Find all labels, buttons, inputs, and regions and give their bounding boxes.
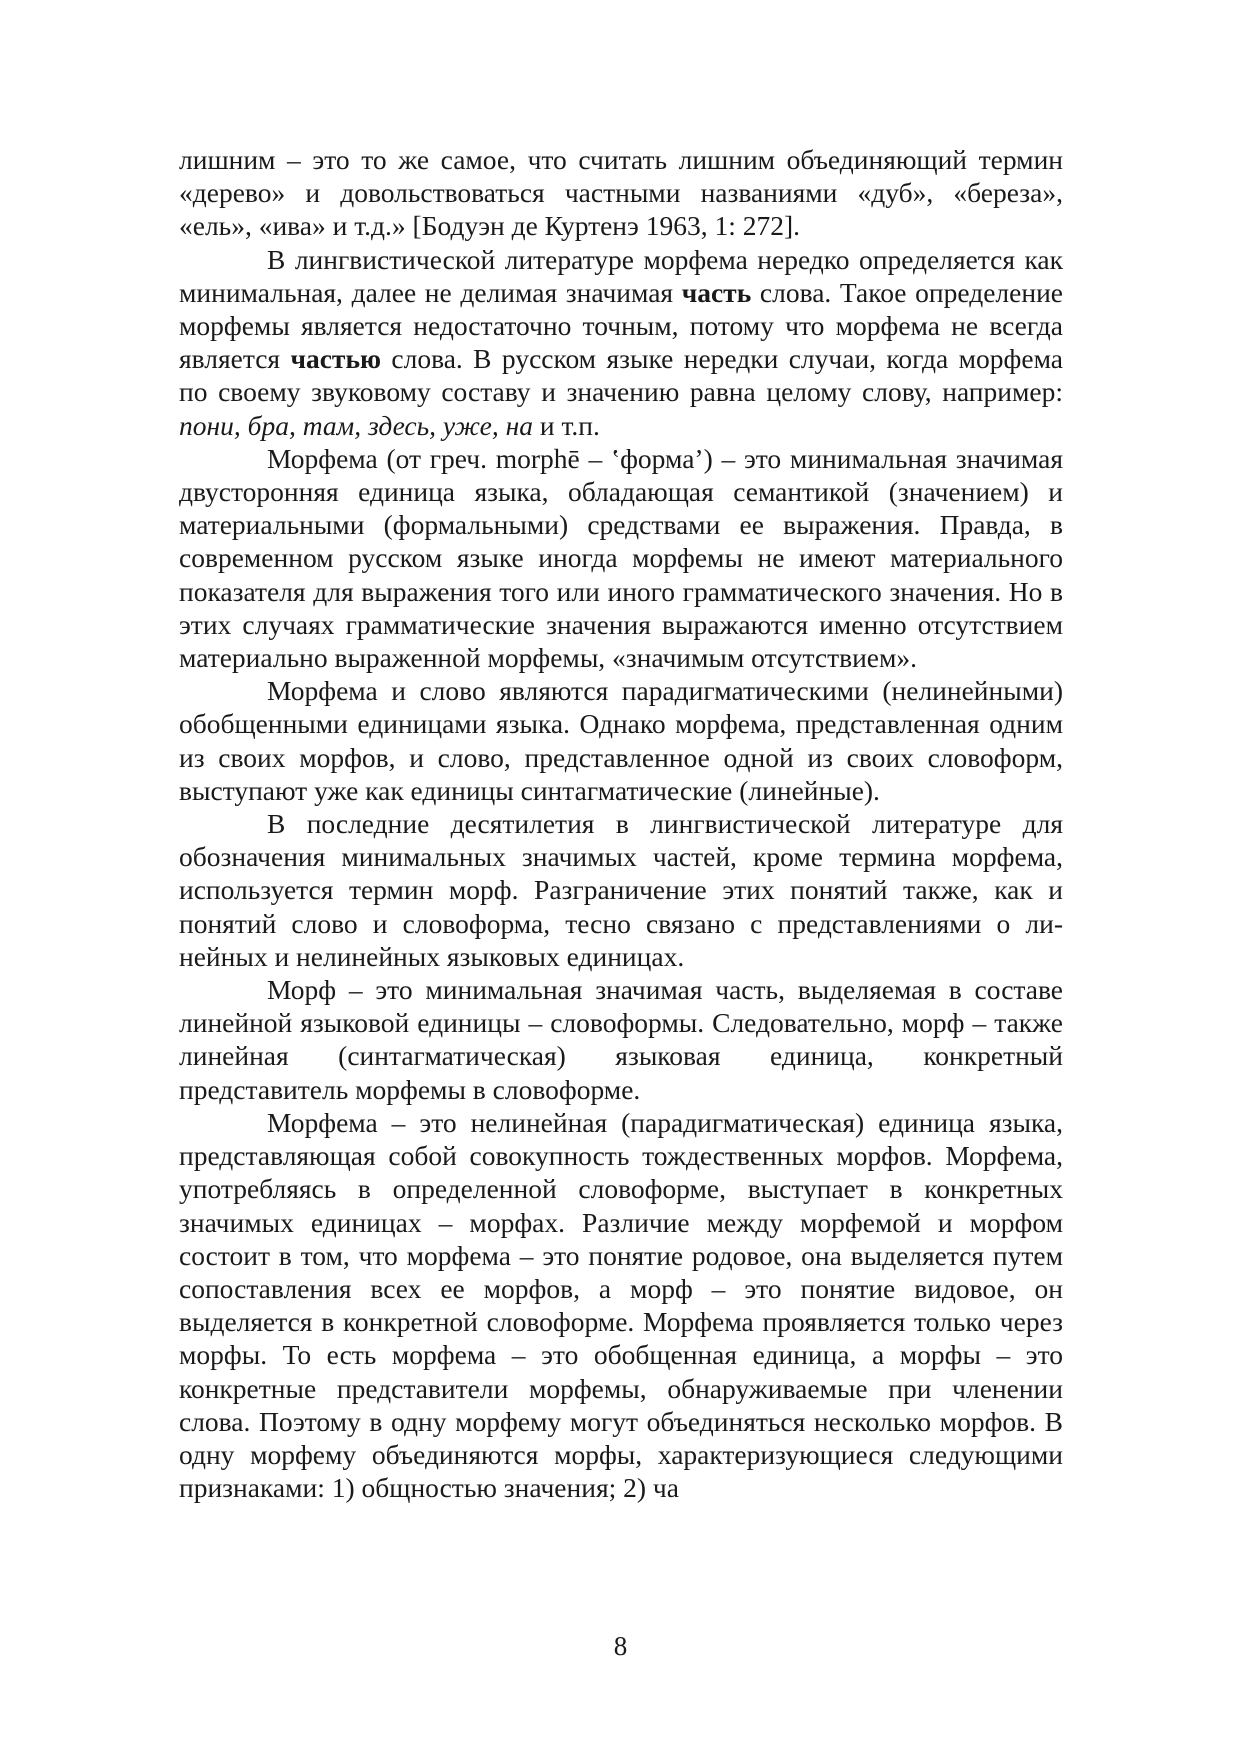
paragraph-3: Морфема (от греч. morphē – ‛форма’) – это минимальная значимая двусторонняя единица языка, обладающая семантикой (значением) и материальными (формальными) средствами ее выражения. Правда, в современном русском языке иногда морфемы не имеют материального показателя для выражения того или иного грамматического значения. Но в этих случаях грамматические значения выражаются именно отсутствием материально выраженной морфемы, «значимым отсутствием». [179, 442, 1063, 674]
paragraph-6: Морф – это минимальная значимая часть, выделяемая в составе линейной языковой единицы – словоформы. Следовательно, морф – также линейная (синтагматическая) языковая единица, конкретный представитель морфемы в словоформе. [179, 974, 1063, 1105]
page-number: 8 [613, 1631, 628, 1661]
paragraph-4: Морфема и слово являются парадигматическими (нелинейными) обобщенными единицами языка. Однако морфема, представленная одним из своих морфов, и слово, представленное одной из своих словоформ, выступают уже как единицы синтагматические (линейные). [179, 675, 1063, 806]
paragraph-2-text-e: и т.п. [532, 409, 600, 441]
paragraph-2-text-a: В лингвистической литературе морфема нередко определяется как минимальная, далее не делимая значимая [179, 243, 1063, 308]
paragraph-2-text-d: слова. В русском языке нередки случаи, когда морфема по своему звуковому составу и значению равна целому слову, например: [179, 343, 1064, 408]
paragraph-7: Морфема – это нелинейная (парадигматическая) единица языка, представляющая собой совокупность тождественных морфов. Морфема, употребляясь в определенной словоформе, выступает в конкретных значимых единицах – морфах. Различие между морфемой и морфом состоит в том, что морфема – это понятие родовое, она выделяется путем сопоставления всех ее морфов, а морф – это понятие видовое, он выделяется в конкретной словоформе. Морфема проявляется только через морфы. То есть морфема – это обобщенная единица, а морфы – это конкретные представители морфемы, обнаруживаемые при членении слова. Поэтому в одну морфему могут объединяться несколько морфов. В одну морфему объединяются морфы, характеризующиеся следующими признаками: 1) общностью значения; 2) ча [179, 1106, 1063, 1504]
paragraph-2 [179, 243, 1063, 442]
example-words: пони, бра, там, здесь, уже, на [179, 409, 533, 441]
page-body [179, 143, 1063, 1504]
paragraph-2-text-c: слова. Такое определение морфемы является недостаточно точным, потому что морфема не всегда является [179, 276, 1063, 375]
paragraph-1: лишним – это то же самое, что считать лишним объединяющий термин «дерево» и довольствоваться частными названиями «дуб», «береза», «ель», «ива» и т.д.» [Бодуэн де Куртенэ 1963, 1: 272]. [179, 144, 1063, 242]
paragraph-5: В последние десятилетия в лингвистической литературе для обозначения минимальных значимых частей, кроме термина морфема, используется термин морф. Разграничение этих понятий также, как и понятий слово и словоформа, тесно связано с представлениями о линейных и нелинейных языковых единицах. [179, 808, 1063, 972]
emphasis-chastyu: частью [290, 343, 381, 375]
emphasis-chast: часть [681, 276, 752, 308]
